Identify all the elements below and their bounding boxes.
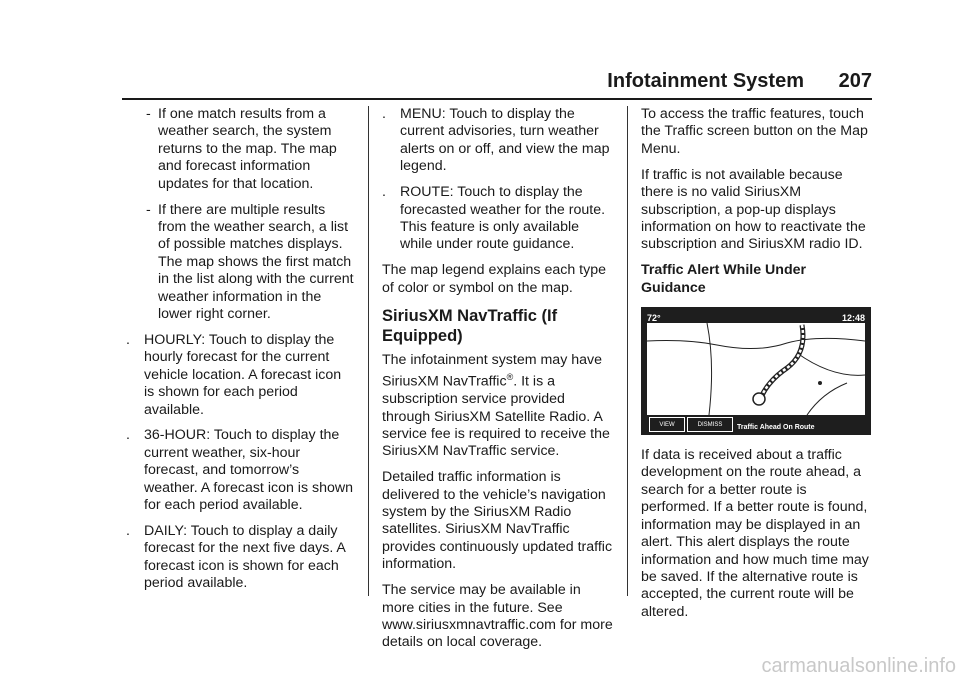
subscription-paragraph: If traffic is not available because there is no valid SiriusXM subscription, a pop-up displays information on how to reactivate the subscription and SiriusXM radio ID. xyxy=(641,166,866,253)
alert-description: If data is received about a traffic development on the route ahead, a search for a better route is performed. If a better route is found, information may be displayed in an alert. This alert displays the route information and how much time may be saved. If the alternative route is accepted, the current route will be altered. xyxy=(641,447,869,620)
bullet-item xyxy=(126,427,354,514)
traffic-alert-text: Traffic Ahead On Route xyxy=(737,424,815,432)
view-button[interactable]: VIEW xyxy=(649,417,685,432)
registered-mark: ® xyxy=(506,371,514,382)
intro-text: The infotainment system may have SiriusXM NavTraffic xyxy=(382,351,603,390)
navtraffic-paragraph: Detailed traffic information is delivered to the vehicle’s navigation system by the SiriusXM Radio satellites. SiriusXM NavTraffic provides continuously updated traffic information. xyxy=(382,469,613,573)
bullet-item xyxy=(382,106,614,176)
traffic-alert-screenshot xyxy=(641,307,871,435)
dash-marker: - xyxy=(146,201,151,218)
subsection-heading: Traffic Alert While Under Guidance xyxy=(641,262,807,296)
bullet-marker: . xyxy=(126,331,130,348)
bullet-item xyxy=(126,332,354,419)
access-paragraph: To access the traffic features, touch the Traffic screen button on the Map Menu. xyxy=(641,106,868,157)
sub-list-item xyxy=(126,202,354,324)
intro-text-cont: . It is a subscription service provided through SiriusXM Satellite Radio. A service fee is required to receive the SiriusXM NavTraffic service. xyxy=(382,373,610,460)
page-header xyxy=(122,62,872,100)
dismiss-button[interactable]: DISMISS xyxy=(687,417,733,432)
bullet-text: DAILY: Touch to display a daily forecast for the next five days. A forecast icon is shown for each period available. xyxy=(144,522,346,592)
bullet-item xyxy=(382,184,614,254)
map-view xyxy=(647,323,865,415)
sub-item-text: If one match results from a weather search, the system returns to the map. The map and forecast information updates for that location. xyxy=(158,106,337,192)
bullet-marker: . xyxy=(126,427,130,444)
section-heading: SiriusXM NavTraffic (If Equipped) xyxy=(382,306,558,345)
watermark: carmanualsonline.info xyxy=(761,655,956,677)
column-1 xyxy=(126,106,354,601)
column-divider-1 xyxy=(368,106,369,596)
bullet-text: HOURLY: Touch to display the hourly forecast for the current vehicle location. A forecast icon is shown for each period available. xyxy=(144,331,342,418)
column-2 xyxy=(382,106,614,660)
column-divider-2 xyxy=(627,106,628,596)
vehicle-position-icon xyxy=(753,393,765,405)
page-number: 207 xyxy=(838,70,872,92)
clock-readout: 12:48 xyxy=(841,313,865,324)
poi-marker-icon xyxy=(818,381,822,385)
bullet-text: 36-HOUR: Touch to display the current weather, six-hour forecast, and tomorrow’s weather. A forecast icon is shown for each period available. xyxy=(144,427,353,514)
legend-paragraph: The map legend explains each type of color or symbol on the map. xyxy=(382,262,606,296)
sub-list-item xyxy=(126,106,354,193)
bullet-item xyxy=(126,523,354,593)
column-3 xyxy=(641,106,873,630)
bullet-marker: . xyxy=(382,106,386,122)
temperature-readout: 72° xyxy=(647,313,661,324)
section-title: Infotainment System xyxy=(607,70,804,92)
coverage-paragraph: The service may be available in more cities in the future. See www.siriusxmnavtraffic.com for more details on local coverage. xyxy=(382,582,613,651)
bullet-text: ROUTE: Touch to display the forecasted weather for the route. This feature is only available while under route guidance. xyxy=(400,184,606,253)
bullet-marker: . xyxy=(126,522,130,539)
navtraffic-intro xyxy=(382,352,614,461)
bullet-text: MENU: Touch to display the current advisories, turn weather alerts on or off, and view the map legend. xyxy=(400,106,610,175)
bullet-marker: . xyxy=(382,184,386,201)
dash-marker: - xyxy=(146,106,151,122)
sub-item-text: If there are multiple results from the weather search, a list of possible matches displays. The map shows the first match in the list along with the current weather information in the lower right corner. xyxy=(158,201,354,322)
